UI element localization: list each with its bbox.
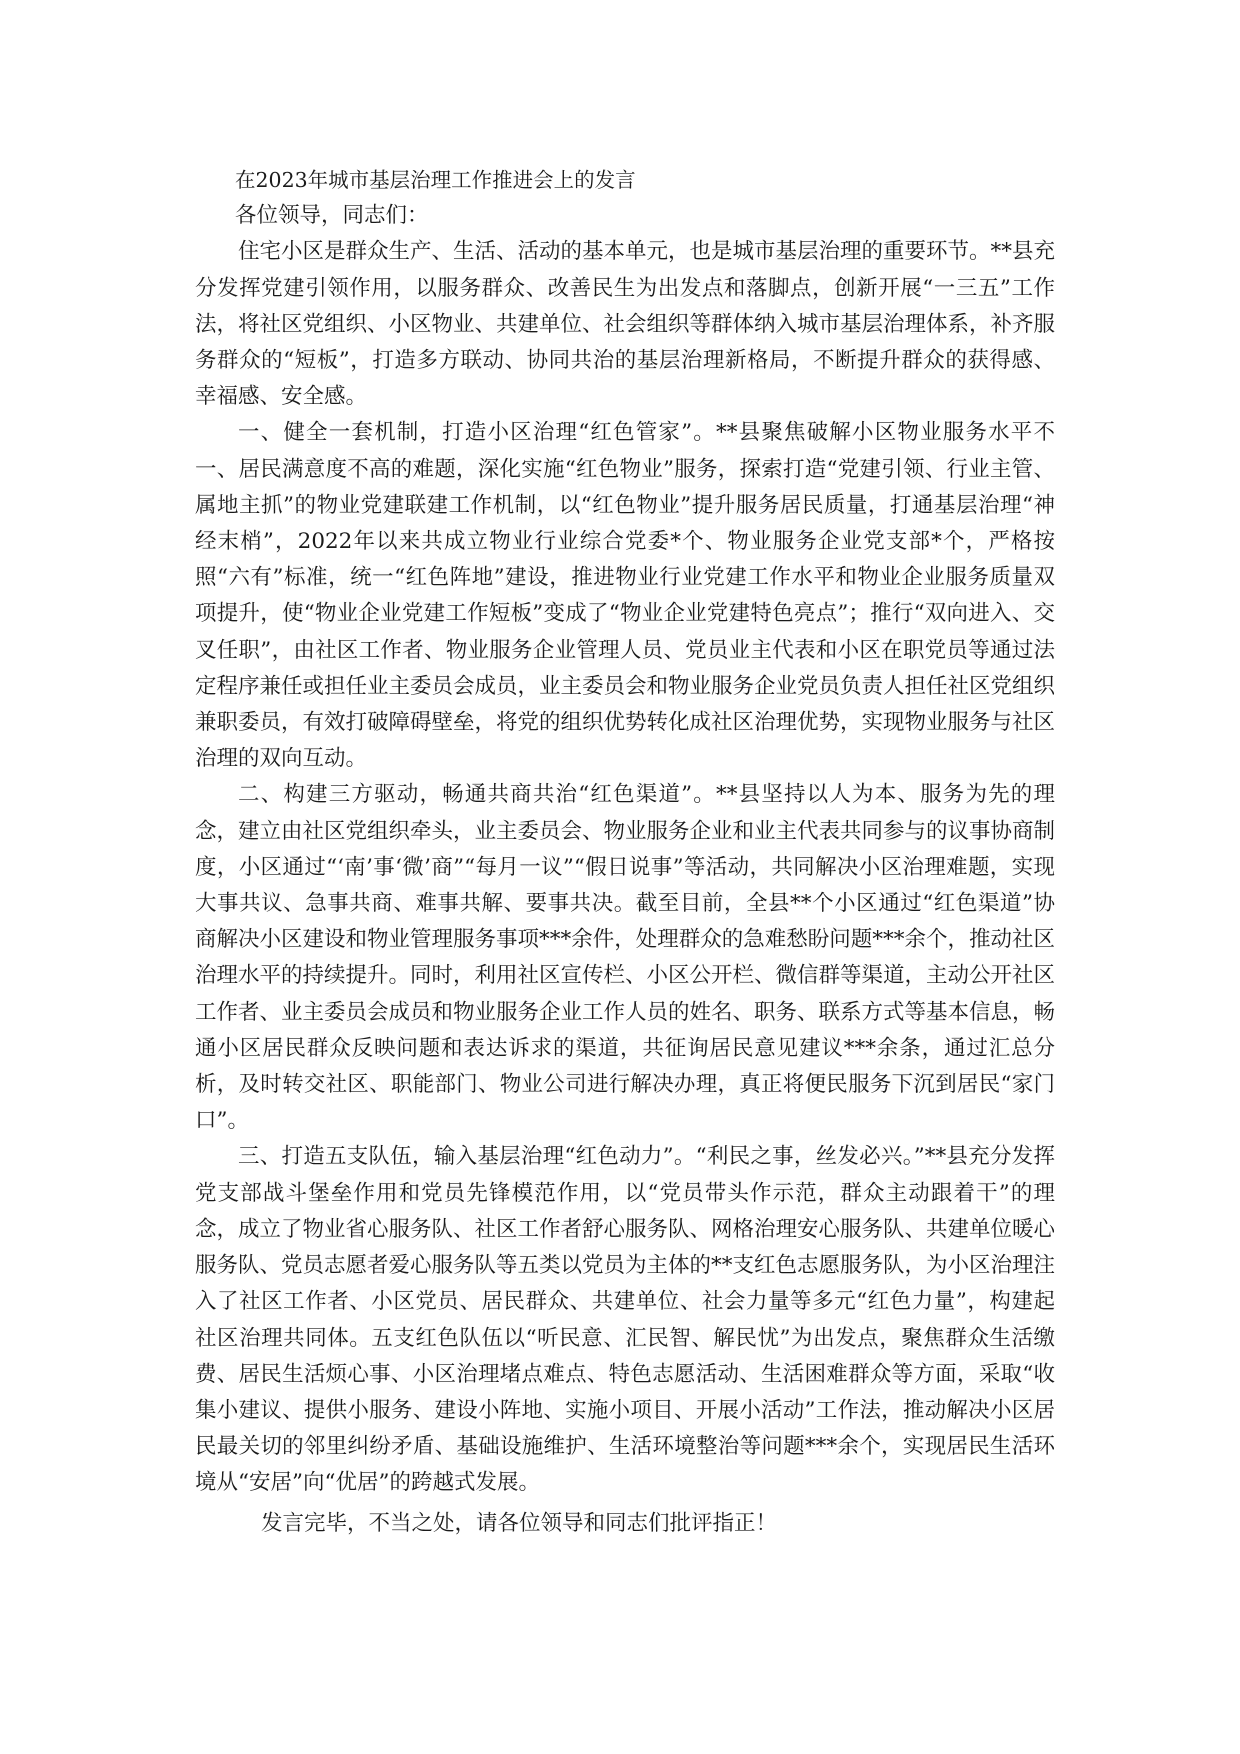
paragraph-intro: 住宅小区是群众生产、生活、活动的基本单元，也是城市基层治理的重要环节。**县充分发挥党建引领作用，以服务群众、改善民生为出发点和落脚点，创新开展“一三五”工作法，将社区党组织、小区物业、共建单位、社会组织等群体纳入城市基层治理体系，补齐服务群众的“短板”，打造多方联动、协同共治的基层治理新格局，不断提升群众的获得感、幸福感、安全感。: [195, 239, 1056, 410]
paragraph-section-1: 一、健全一套机制，打造小区治理“红色管家”。**县聚焦破解小区物业服务水平不一、居民满意度不高的难题，深化实施“红色物业”服务，探索打造“党建引领、行业主管、属地主抓”的物业党建联建工作机制，以“红色物业”提升服务居民质量，打通基层治理“神经末梢”，2022年以来共成立物业行业综合党委*个、物业服务企业党支部*个，严格按照“六有”标准，统一“红色阵地”建设，推进物业行业党建工作水平和物业企业服务质量双项提升，使“物业企业党建工作短板”变成了“物业企业党建特色亮点”；推行“双向进入、交叉任职”，由社区工作者、物业服务企业管理人员、党员业主代表和小区在职党员等通过法定程序兼任或担任业主委员会成员，业主委员会和物业服务企业党员负责人担任社区党组织兼职委员，有效打破障碍壁垒，将党的组织优势转化成社区治理优势，实现物业服务与社区治理的双向互动。: [195, 420, 1056, 772]
greeting: 各位领导，同志们：: [235, 203, 429, 229]
paragraph-section-2: 二、构建三方驱动，畅通共商共治“红色渠道”。**县坚持以人为本、服务为先的理念，建立由社区党组织牵头，业主委员会、物业服务企业和业主代表共同参与的议事协商制度，小区通过“‘南’事‘微’商”“每月一议”“假日说事”等活动，共同解决小区治理难题，实现大事共议、急事共商、难事共解、要事共决。截至目前，全县**个小区通过“红色渠道”协商解决小区建设和物业管理服务事项***余件，处理群众的急难愁盼问题***余个，推动社区治理水平的持续提升。同时，利用社区宣传栏、小区公开栏、微信群等渠道，主动公开社区工作者、业主委员会成员和物业服务企业工作人员的姓名、职务、联系方式等基本信息，畅通小区居民群众反映问题和表达诉求的渠道，共征询居民意见建议***余条，通过汇总分析，及时转交社区、职能部门、物业公司进行解决办理，真正将便民服务下沉到居民“家门口”。: [195, 782, 1056, 1134]
document-title: 在2023年城市基层治理工作推进会上的发言: [235, 168, 636, 192]
paragraph-section-3: 三、打造五支队伍，输入基层治理“红色动力”。“利民之事，丝发必兴。”**县充分发挥党支部战斗堡垒作用和党员先锋模范作用，以“党员带头作示范，群众主动跟着干”的理念，成立了物业省心服务队、社区工作者舒心服务队、网格治理安心服务队、共建单位暖心服务队、党员志愿者爱心服务队等五类以党员为主体的**支红色志愿服务队，为小区治理注入了社区工作者、小区党员、居民群众、共建单位、社会力量等多元“红色力量”，构建起社区治理共同体。五支红色队伍以“听民意、汇民智、解民忧”为出发点，聚焦群众生活缴费、居民生活烦心事、小区治理堵点难点、特色志愿活动、生活困难群众等方面，采取“收集小建议、提供小服务、建设小阵地、实施小项目、开展小活动”工作法，推动解决小区居民最关切的邻里纠纷矛盾、基础设施维护、生活环境整治等问题***余个，实现居民生活环境从“安居”向“优居”的跨越式发展。: [195, 1144, 1056, 1496]
document-page: [195, 162, 1055, 1542]
closing-remark: 发言完毕，不当之处，请各位领导和同志们批评指正！: [261, 1510, 778, 1536]
